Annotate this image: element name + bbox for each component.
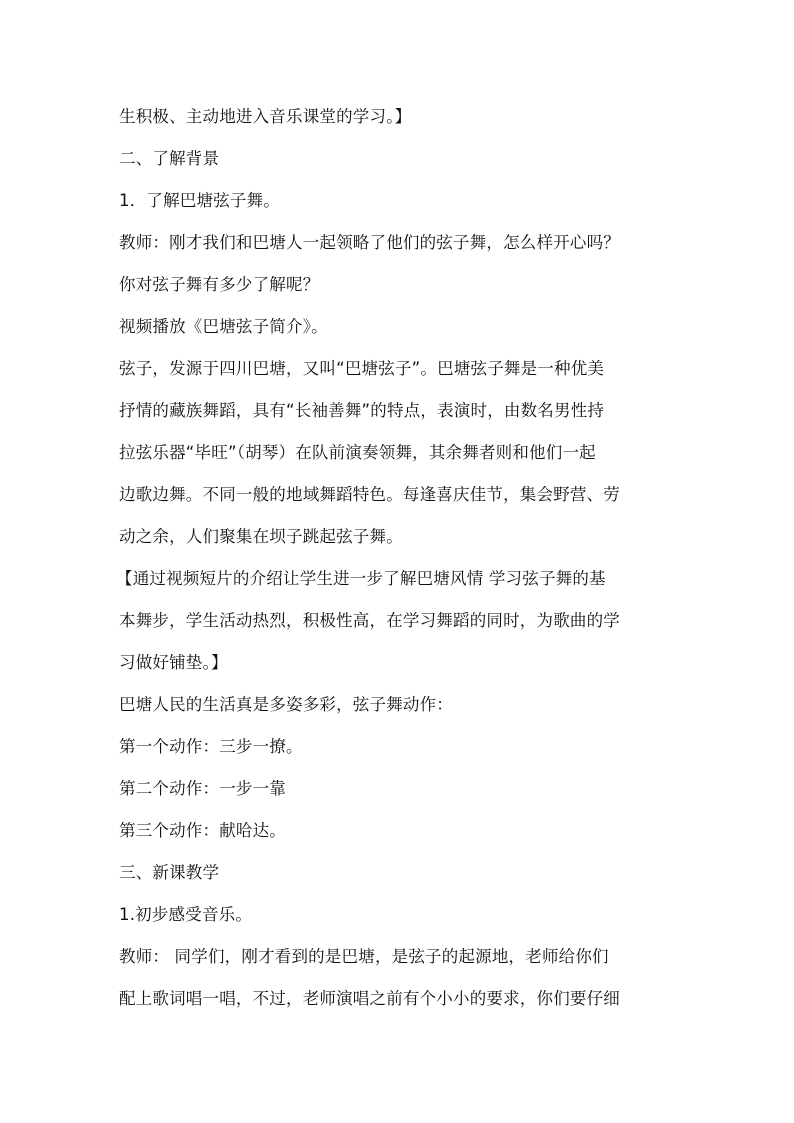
text-line: 习做好铺垫。】 <box>119 653 228 672</box>
text-line: 第二个动作：一步一靠 <box>119 779 286 798</box>
text-line: 巴塘人民的生活真是多姿多彩，弦子舞动作： <box>119 695 453 714</box>
text-line: 抒情的藏族舞蹈，具有“长袖善舞”的特点，表演时，由数名男性持 <box>119 401 605 420</box>
section-heading: 二、了解背景 <box>119 149 220 168</box>
subsection-heading: 1．了解巴塘弦子舞。 <box>119 191 280 210</box>
section-heading: 三、新课教学 <box>119 863 220 882</box>
text-line: 拉弦乐器“毕旺”（胡琴）在队前演奏领舞，其余舞者则和他们一起 <box>119 443 596 462</box>
text-line: 视频播放《巴塘弦子简介》。 <box>119 317 328 336</box>
text-line: 生积极、主动地进入音乐课堂的学习。】 <box>119 107 412 126</box>
text-line: 【通过视频短片的介绍让学生进一步了解巴塘风情 学习弦子舞的基 <box>116 569 606 588</box>
text-line: 动之余，人们聚集在坝子跳起弦子舞。 <box>119 527 403 546</box>
text-line: 第一个动作：三步一撩。 <box>119 737 303 756</box>
text-line: 弦子，发源于四川巴塘，又叫“巴塘弦子”。巴塘弦子舞是一种优美 <box>119 359 605 378</box>
text-line: 边歌边舞。不同一般的地域舞蹈特色。每逢喜庆佳节，集会野营、劳 <box>119 485 620 504</box>
text-line: 第三个动作：献哈达。 <box>119 821 286 840</box>
text-line: 配上歌词唱一唱，不过，老师演唱之前有个小小的要求，你们要仔细 <box>119 989 620 1008</box>
subsection-heading: 1.初步感受音乐。 <box>119 905 253 924</box>
text-line: 你对弦子舞有多少了解呢？ <box>119 275 320 294</box>
text-line: 本舞步，学生活动热烈，积极性高，在学习舞蹈的同时，为歌曲的学 <box>119 611 620 630</box>
text-line: 教师：刚才我们和巴塘人一起领略了他们的弦子舞，怎么样开心吗？ <box>119 233 620 252</box>
text-line: 教师： 同学们，刚才看到的是巴塘，是弦子的起源地，老师给你们 <box>119 947 609 966</box>
